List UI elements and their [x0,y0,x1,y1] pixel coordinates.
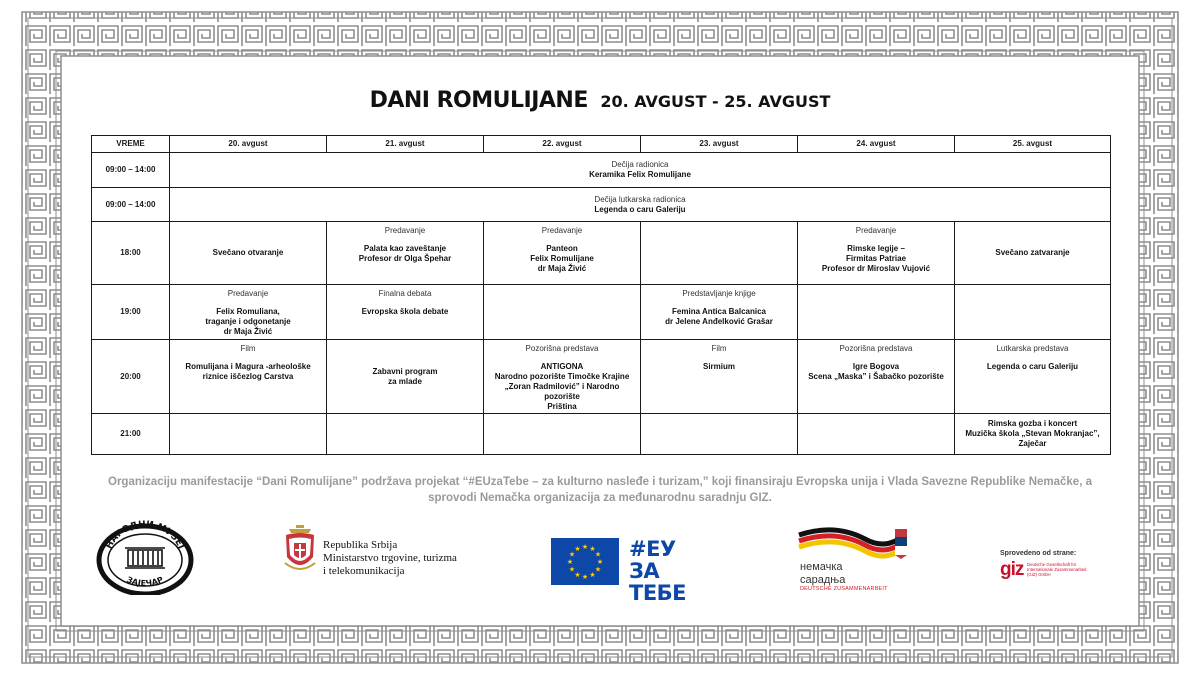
event-title: Felix Romuliana, traganje i odgonetanje dr Maja Živić [205,307,291,336]
event-cell [955,414,1111,455]
table-row [92,414,1111,455]
german-logo-line-1: немачка [800,561,843,573]
eu-star-icon: ★ [594,566,602,574]
event-cell [170,340,327,414]
event-cell [327,285,484,340]
col-header-day-4: 23. avgust [641,136,798,153]
event-title: Femina Antica Balcanica dr Jelene Anđelković Grašar [665,307,773,326]
event-cell [955,222,1111,285]
sponsor-line-2: sprovodi Nemačka organizacija za međunarodnu saradnju GIZ. [428,492,772,504]
ministry-line-2: Ministarstvo trgovine, turizma [323,552,457,564]
serbia-crest-icon [283,523,317,575]
german-cooperation-logo [795,525,915,590]
event-kind: Predstavljanje knjige [682,289,756,298]
giz-logo [1000,550,1100,585]
event-title: Keramika Felix Romulijane [589,170,691,179]
german-logo-line-3: DEUTSCHE ZUSAMMENARBEIT [800,586,888,592]
eu-star-icon: ★ [589,571,596,579]
event-cell [484,222,641,285]
event-title: Romulijana i Magura -arheološke riznice iščezlog Carstva [185,362,311,381]
event-kind: Finalna debata [378,289,432,298]
table-row [92,222,1111,285]
eu-star-icon: ★ [574,546,581,554]
ministry-line-1: Republika Srbija [323,539,398,551]
eu-star-icon: ★ [566,559,574,566]
event-cell [798,340,955,414]
eu-star-icon: ★ [574,571,581,579]
event-title: Svečano zatvaranje [995,248,1070,257]
event-kind: Dečija lutkarska radionica [594,194,686,204]
event-title: Evropska škola debate [361,307,449,316]
museum-logo [95,520,195,595]
event-kind: Predavanje [384,226,426,235]
event-title: Legenda o caru Galeriju [594,204,686,214]
museum-logo-bottom-text: ЗАЈЕЧАР [125,575,165,588]
event-kind: Lutkarska predstava [996,344,1069,353]
col-header-day-3: 22. avgust [484,136,641,153]
event-cell [484,414,641,455]
event-title: Igre Bogova Scena „Maska” i Šabačko pozorište [808,362,944,381]
event-cell [170,222,327,285]
event-cell [955,340,1111,414]
event-cell [641,340,798,414]
giz-name: Deutsche Gesellschaft für Internationale Zusammenarbeit (GIZ) GmbH [1027,562,1087,577]
event-cell [170,285,327,340]
event-cell [641,222,798,285]
event-title: Rimska gozba i koncert Muzička škola „Stevan Mokranjac”, Zaječar [965,419,1100,448]
col-header-day-1: 20. avgust [170,136,327,153]
title-dates: 20. AVGUST - 25. AVGUST [600,92,831,111]
sponsor-line-1: Organizaciju manifestacije “Dani Romulijane” podržava projekat “#EUzaTebe – za kulturno nasleđe i turizam,” koji finansiraju Evropska unija i Vlada Savezne Republike Nemačke, a [108,476,1092,488]
event-title: Legenda o caru Galeriju [986,362,1079,371]
event-cell [641,285,798,340]
event-title: Rimske legije – Firmitas Patriae Profesor dr Miroslav Vujović [821,244,931,273]
german-serbian-ribbon-icon [795,525,915,561]
table-header-row [92,136,1111,153]
event-cell [798,414,955,455]
eu-star-icon: ★ [568,566,576,574]
event-kind: Predavanje [227,289,269,298]
event-cell [798,222,955,285]
table-row [92,340,1111,414]
event-title: Palata kao zaveštanje Profesor dr Olga Špehar [358,244,452,263]
sponsor-note [90,474,1110,506]
event-title: Svečano otvaranje [212,248,284,257]
eu-star-icon: ★ [596,559,604,566]
event-kind: Film [711,344,727,353]
giz-label: Sprovedeno od strane: [1000,550,1077,557]
ministry-logo [283,523,483,589]
event-kind: Pozorišna predstava [839,344,913,353]
eu-logo-line-2: ЗА ТЕБЕ [629,559,687,605]
event-kind: Predavanje [855,226,897,235]
giz-mark: giz [1000,559,1024,580]
ministry-line-3: i telekomunikacija [323,565,405,577]
eu-star-icon: ★ [581,574,589,581]
event-cell [170,153,1111,188]
event-cell [327,340,484,414]
event-kind: Predavanje [541,226,583,235]
page-title [0,88,1200,113]
eu-star-icon: ★ [581,544,589,551]
time-cell: 20:00 [92,340,170,414]
event-kind: Film [240,344,256,353]
time-cell: 21:00 [92,414,170,455]
event-cell [170,414,327,455]
event-title: Sirmium [702,362,735,371]
museum-logo-top-text: НАРОДНИ МУЗЕЈ [104,520,186,551]
eu-za-tebe-logo [551,537,721,605]
event-cell [641,414,798,455]
time-cell: 18:00 [92,222,170,285]
col-header-day-6: 25. avgust [955,136,1111,153]
german-logo-line-2: сарадња [800,574,846,586]
event-cell [327,222,484,285]
title-main: DANI ROMULIJANE [369,88,588,113]
event-title: Panteon Felix Romulijane dr Maja Živić [530,244,594,273]
event-cell [484,340,641,414]
col-header-day-2: 21. avgust [327,136,484,153]
event-cell [327,414,484,455]
event-title: ANTIGONA Narodno pozorište Timočke Krajine „Zoran Radmilović” i Narodno pozorište Priština [494,362,630,411]
time-cell: 09:00 – 14:00 [92,153,170,188]
event-cell [798,285,955,340]
col-header-day-5: 24. avgust [798,136,955,153]
eu-star-icon: ★ [568,551,576,559]
time-cell: 19:00 [92,285,170,340]
event-kind: Pozorišna predstava [525,344,599,353]
time-cell: 09:00 – 14:00 [92,188,170,222]
table-row [92,285,1111,340]
event-cell [955,285,1111,340]
table-row [92,188,1111,222]
event-cell [170,188,1111,222]
eu-logo-line-1: #ЕУ [629,537,676,561]
event-cell [484,285,641,340]
eu-flag-icon [551,538,619,585]
col-header-vreme: VREME [92,136,170,153]
table-row [92,153,1111,188]
schedule-table [91,135,1111,455]
event-title: Zabavni program za mlade [372,366,438,386]
eu-star-icon: ★ [594,551,602,559]
eu-star-icon: ★ [589,546,596,554]
event-kind: Dečija radionica [611,160,669,169]
